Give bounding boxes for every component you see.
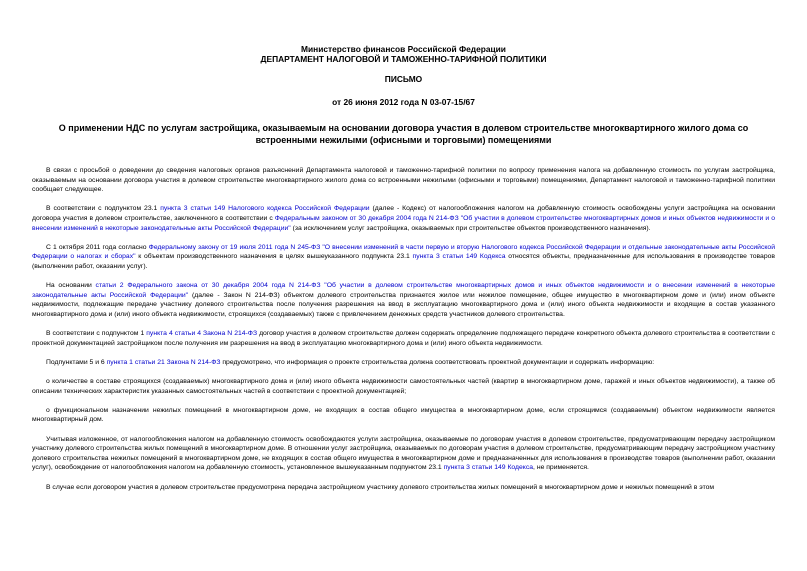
paragraph-text: (за исключением услуг застройщика, оказываемых при строительстве объектов производственного назначения).: [290, 224, 651, 232]
paragraph-text: В случае если договором участия в долевом строительстве предусмотрена передача застройщиком участнику долевого строительства жилых помещений в многоквартирном доме и нежилых помещений в этом: [46, 483, 715, 491]
paragraph-text: В соответствии с подпунктом 1: [46, 330, 147, 338]
law-reference-link[interactable]: пункта 1 статьи 21 Закона N 214-ФЗ: [106, 358, 221, 366]
paragraph-text: С 1 октября 2011 года согласно: [46, 243, 149, 251]
paragraph-text: о количестве в составе строящихся (создаваемых) многоквартирного дома и (или) иного объекта недвижимости самостоятельных частей (квартир в многоквартирном доме, гаражей и иных объектов недвижимости), а также об описании технических характеристик указанных самостоятельных частей в соответствии с проектной документацией;: [32, 378, 775, 395]
department-name: ДЕПАРТАМЕНТ НАЛОГОВОЙ И ТАМОЖЕННО-ТАРИФНОЙ ПОЛИТИКИ: [260, 54, 547, 64]
body-paragraph: [32, 204, 775, 233]
law-reference-link[interactable]: пункта 3 статьи 149 Налогового кодекса Российской Федерации: [160, 205, 370, 213]
law-reference-link[interactable]: статьи 2 Федерального закона от 30 декабря 2004 года N 214-ФЗ "Об участии в долевом строительстве многоквартирных домов и иных объектов недвижимости и о внесении изменений в некоторые законодательные акты Российской Федерации": [32, 282, 776, 299]
document-subject: О применении НДС по услугам застройщика, оказываемым на основании договора участия в долевом строительстве многоквартирного жилого дома со встроенными нежилыми (офисными и торговыми) помещениями: [58, 123, 749, 145]
ministry-name: Министерство финансов Российской Федерации: [301, 44, 506, 54]
paragraph-text: Подпунктами 5 и 6: [46, 358, 107, 366]
body-paragraph: [32, 166, 775, 195]
law-reference-link[interactable]: Федеральным законом от 30 декабря 2004 года N 214-ФЗ "Об участии в долевом строительстве многоквартирных домов и иных объектов недвижимости и о внесении изменений в некоторые законодательные акты Российской Федерации": [32, 214, 775, 232]
paragraph-text: относятся объекты, предназначенные для использования в производстве товаров (выполнении работ, оказании услуг).: [32, 253, 775, 270]
paragraph-text: предусмотрено, что информация о проекте строительства должна соответствовать проектной документации и содержать информацию:: [220, 358, 655, 366]
paragraph-text: договор участия в долевом строительстве должен содержать определение подлежащего передаче конкретного объекта долевого строительства в соответствии с проектной документацией застройщиком после получения им разрешения на ввод в эксплуатацию многоквартирного дома и (или) иного объекта недвижимости.: [32, 330, 775, 347]
paragraph-text: На основании: [46, 282, 96, 290]
paragraph-text: о функциональном назначении нежилых помещений в многоквартирном доме, не входящих в состав общего имущества в многоквартирном доме, если строящимся (создаваемым) объектом недвижимости является многоквартирный дом.: [32, 406, 775, 424]
paragraph-text: (далее - Закон N 214-ФЗ) объектом долевого строительства признается жилое или нежилое помещение, общее имущество в многоквартирном доме и (или) ином объекте недвижимости, подлежащие передаче участнику долевого строительства после получения разрешения на ввод в эксплуатацию многоквартирного дома и (или) иного объекта недвижимости и входящие в состав указанного многоквартирного дома и (или) иного объекта недвижимости, строящихся (создаваемых) также с привлечением денежных средств участников долевого строительства.: [32, 291, 775, 318]
body-paragraph: [32, 329, 775, 348]
law-reference-link[interactable]: пункта 3 статьи 149 Кодекса: [443, 464, 534, 472]
body-paragraph: [32, 406, 775, 425]
law-reference-link[interactable]: пункта 3 статьи 149 Кодекса: [412, 253, 506, 261]
document-type: ПИСЬМО: [384, 74, 423, 84]
law-reference-link[interactable]: пункта 4 статьи 4 Закона N 214-ФЗ: [146, 330, 258, 338]
document-body: [32, 166, 775, 492]
paragraph-text: (далее - Кодекс) от налогообложения налогом на добавленную стоимость освобождены услуги застройщика на основании договора участия в долевом строительстве, заключенного в соответствии с: [32, 205, 776, 222]
body-paragraph: [32, 281, 775, 319]
body-paragraph: [32, 243, 775, 272]
paragraph-text: к объектам производственного назначения в целях вышеуказанного подпункта 23.1: [135, 253, 413, 261]
paragraph-text: Учитывая изложенное, от налогообложения налогом на добавленную стоимость освобождаются услуги застройщика, оказываемые по договорам участия в долевом строительстве, предусматривающим передачу застройщиком участнику долевого строительства жилых помещений в многоквартирном доме. В отношении услуг застройщика, оказываемых по договорам участия в долевом строительстве, предусматривающим передачу застройщиком участнику долевого строительства нежилых помещений в многоквартирном доме, не входящих в состав общего имущества в многоквартирном доме и предназначенных для использования в производстве товаров (выполнении работ, оказании услуг), освобождение от налогообложения налогом на добавленную стоимость, установленное вышеуказанным подпунктом 23.1: [32, 435, 775, 472]
paragraph-text: , не применяется.: [533, 464, 589, 472]
body-paragraph: [32, 377, 775, 396]
paragraph-text: В соответствии с подпунктом 23.1: [46, 205, 161, 213]
body-paragraph: [32, 358, 775, 368]
body-paragraph: [32, 483, 775, 493]
body-paragraph: [32, 435, 775, 473]
paragraph-text: В связи с просьбой о доведении до сведения налоговых органов разъяснений Департамента налоговой и таможенно-тарифной политики по вопросу применения налога на добавленную стоимость по услугам застройщика, оказываемым на основании договора участия в долевом строительстве многоквартирного жилого дома со встроенными нежилыми (офисными и торговыми) помещениями, Департамент налоговой и таможенно-тарифной политики сообщает следующее.: [32, 167, 775, 194]
document-date-number: от 26 июня 2012 года N 03-07-15/67: [332, 97, 475, 107]
law-reference-link[interactable]: Федеральному закону от 19 июля 2011 года N 245-ФЗ "О внесении изменений в части первую и вторую Налогового кодекса Российской Федерации и отдельные законодательные акты Российской Федерации о налогах и сборах": [32, 243, 775, 261]
